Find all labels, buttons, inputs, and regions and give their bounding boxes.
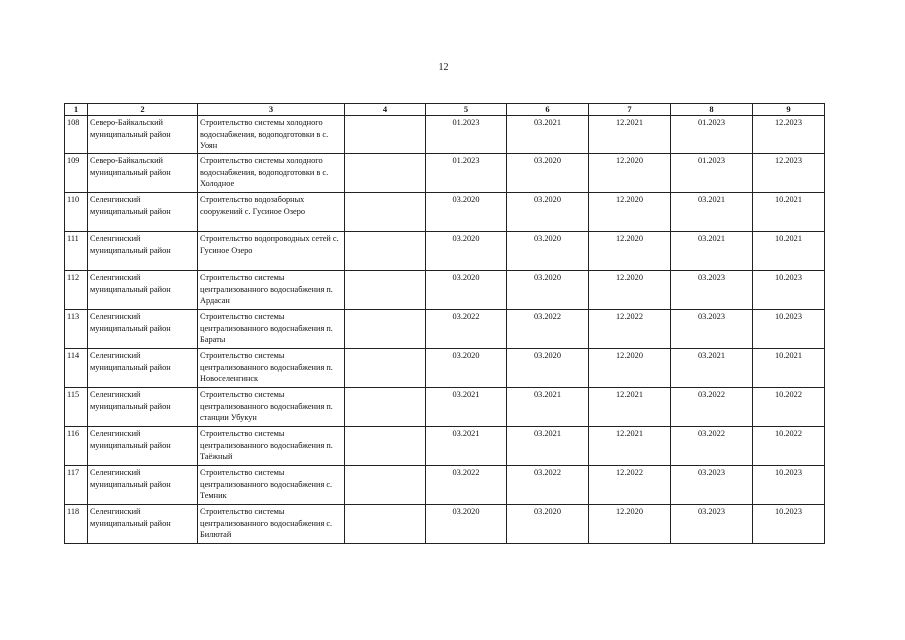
col7-cell: 12.2021 [589,427,671,466]
col8-cell: 03.2023 [671,271,753,310]
row-number: 116 [65,427,88,466]
district-cell: Селенгинский муниципальный район [88,466,198,505]
district-cell: Северо-Байкальский муниципальный район [88,116,198,154]
row-number: 118 [65,505,88,544]
col8-cell: 01.2023 [671,116,753,154]
col4-cell [345,466,426,505]
col6-cell: 03.2021 [507,116,589,154]
project-cell: Строительство системы централизованного водоснабжения п. Ардасан [198,271,345,310]
column-header-1: 1 [65,104,88,116]
table-row [65,349,825,388]
col8-cell: 03.2023 [671,466,753,505]
col9-cell: 10.2022 [753,427,825,466]
col9-cell: 10.2021 [753,193,825,232]
col9-cell: 10.2023 [753,466,825,505]
col6-cell: 03.2020 [507,505,589,544]
col9-cell: 10.2023 [753,271,825,310]
district-cell: Селенгинский муниципальный район [88,427,198,466]
col5-cell: 03.2020 [426,193,507,232]
col7-cell: 12.2020 [589,349,671,388]
col9-cell: 10.2022 [753,388,825,427]
col8-cell: 03.2022 [671,388,753,427]
row-number: 115 [65,388,88,427]
col6-cell: 03.2020 [507,349,589,388]
col7-cell: 12.2020 [589,505,671,544]
column-header-9: 9 [753,104,825,116]
col7-cell: 12.2021 [589,388,671,427]
col8-cell: 03.2021 [671,193,753,232]
table-row [65,232,825,271]
project-cell: Строительство системы холодного водоснабжения, водоподготовки в с. Холодное [198,154,345,193]
col7-cell: 12.2020 [589,271,671,310]
header-row [65,104,825,116]
col5-cell: 03.2022 [426,310,507,349]
col8-cell: 03.2023 [671,505,753,544]
col7-cell: 12.2022 [589,466,671,505]
column-header-8: 8 [671,104,753,116]
col9-cell: 12.2023 [753,154,825,193]
col8-cell: 01.2023 [671,154,753,193]
col5-cell: 03.2020 [426,271,507,310]
col5-cell: 03.2020 [426,232,507,271]
col5-cell: 03.2022 [426,466,507,505]
col5-cell: 03.2020 [426,349,507,388]
col8-cell: 03.2021 [671,232,753,271]
column-header-2: 2 [88,104,198,116]
col4-cell [345,349,426,388]
district-cell: Селенгинский муниципальный район [88,193,198,232]
col4-cell [345,232,426,271]
district-cell: Селенгинский муниципальный район [88,271,198,310]
project-cell: Строительство системы централизованного водоснабжения п. станции Убукун [198,388,345,427]
col4-cell [345,427,426,466]
project-cell: Строительство системы холодного водоснабжения, водоподготовки в с. Уоян [198,116,345,154]
column-header-5: 5 [426,104,507,116]
column-header-3: 3 [198,104,345,116]
col6-cell: 03.2020 [507,232,589,271]
col5-cell: 03.2021 [426,427,507,466]
project-cell: Строительство системы централизованного водоснабжения с. Билютай [198,505,345,544]
row-number: 112 [65,271,88,310]
col7-cell: 12.2020 [589,193,671,232]
table-row [65,388,825,427]
project-cell: Строительство системы централизованного водоснабжения п. Новоселенгинск [198,349,345,388]
col8-cell: 03.2022 [671,427,753,466]
project-cell: Строительство водопроводных сетей с. Гусиное Озеро [198,232,345,271]
col6-cell: 03.2020 [507,271,589,310]
col4-cell [345,505,426,544]
table-row [65,466,825,505]
col4-cell [345,154,426,193]
row-number: 110 [65,193,88,232]
col7-cell: 12.2020 [589,232,671,271]
col9-cell: 12.2023 [753,116,825,154]
row-number: 117 [65,466,88,505]
col8-cell: 03.2023 [671,310,753,349]
col8-cell: 03.2021 [671,349,753,388]
project-cell: Строительство системы централизованного водоснабжения п. Бараты [198,310,345,349]
project-cell: Строительство системы централизованного водоснабжения с. Темник [198,466,345,505]
col6-cell: 03.2022 [507,466,589,505]
col6-cell: 03.2021 [507,427,589,466]
district-cell: Селенгинский муниципальный район [88,310,198,349]
district-cell: Селенгинский муниципальный район [88,349,198,388]
row-number: 111 [65,232,88,271]
col9-cell: 10.2021 [753,232,825,271]
district-cell: Селенгинский муниципальный район [88,232,198,271]
col5-cell: 03.2020 [426,505,507,544]
project-cell: Строительство системы централизованного водоснабжения п. Таёжный [198,427,345,466]
schedule-table [64,103,825,544]
col9-cell: 10.2023 [753,505,825,544]
col7-cell: 12.2020 [589,154,671,193]
table-row [65,310,825,349]
col7-cell: 12.2021 [589,116,671,154]
column-header-4: 4 [345,104,426,116]
row-number: 109 [65,154,88,193]
col6-cell: 03.2020 [507,193,589,232]
col6-cell: 03.2020 [507,154,589,193]
district-cell: Северо-Байкальский муниципальный район [88,154,198,193]
page-number: 12 [438,62,449,73]
col4-cell [345,116,426,154]
district-cell: Селенгинский муниципальный район [88,505,198,544]
table-row [65,193,825,232]
column-header-6: 6 [507,104,589,116]
table-row [65,427,825,466]
column-header-7: 7 [589,104,671,116]
col5-cell: 03.2021 [426,388,507,427]
col4-cell [345,310,426,349]
row-number: 113 [65,310,88,349]
project-cell: Строительство водозаборных сооружений с. Гусиное Озеро [198,193,345,232]
col7-cell: 12.2022 [589,310,671,349]
col4-cell [345,271,426,310]
district-cell: Селенгинский муниципальный район [88,388,198,427]
table-row [65,116,825,154]
col9-cell: 10.2023 [753,310,825,349]
row-number: 114 [65,349,88,388]
col5-cell: 01.2023 [426,116,507,154]
row-number: 108 [65,116,88,154]
col6-cell: 03.2021 [507,388,589,427]
table-row [65,505,825,544]
col9-cell: 10.2021 [753,349,825,388]
table-row [65,154,825,193]
col5-cell: 01.2023 [426,154,507,193]
table-body [65,116,825,544]
table-row [65,271,825,310]
col6-cell: 03.2022 [507,310,589,349]
col4-cell [345,388,426,427]
col4-cell [345,193,426,232]
